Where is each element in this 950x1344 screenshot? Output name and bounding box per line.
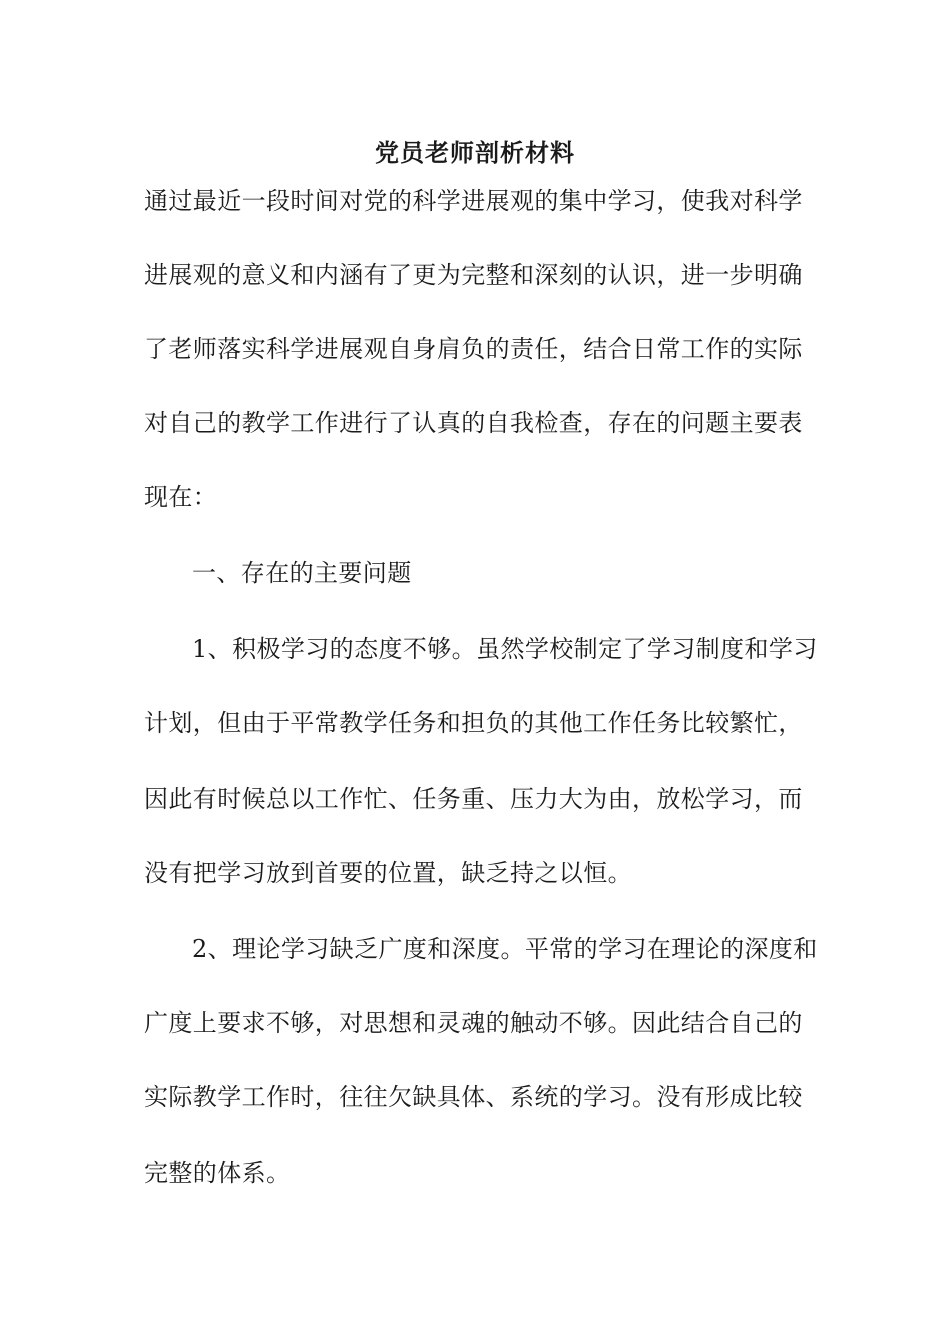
paragraph-line: 对自己的教学工作进行了认真的自我检查，存在的问题主要表 [144, 409, 803, 437]
document-title: 党员老师剖析材料 [375, 138, 575, 167]
paragraph-line: 进展观的意义和内涵有了更为完整和深刻的认识，进一步明确 [144, 261, 803, 289]
paragraph-line: 实际教学工作时，往往欠缺具体、系统的学习。没有形成比较 [144, 1083, 803, 1111]
paragraph-line: 广度上要求不够，对思想和灵魂的触动不够。因此结合自己的 [144, 1009, 803, 1037]
paragraph-line: 因此有时候总以工作忙、任务重、压力大为由，放松学习，而 [144, 785, 803, 813]
paragraph-line: 计划，但由于平常教学任务和担负的其他工作任务比较繁忙， [144, 709, 803, 737]
paragraph-line: 通过最近一段时间对党的科学进展观的集中学习，使我对科学 [144, 187, 803, 215]
paragraph-line: 完整的体系。 [144, 1159, 291, 1187]
section-heading: 一、存在的主要问题 [192, 559, 412, 587]
paragraph-line: 了老师落实科学进展观自身肩负的责任，结合日常工作的实际 [144, 335, 803, 363]
paragraph-line: 1、积极学习的态度不够。虽然学校制定了学习制度和学习 [192, 635, 818, 663]
paragraph-line: 现在： [144, 483, 218, 511]
paragraph-line: 2、理论学习缺乏广度和深度。平常的学习在理论的深度和 [192, 935, 818, 963]
paragraph-line: 没有把学习放到首要的位置，缺乏持之以恒。 [144, 859, 632, 887]
